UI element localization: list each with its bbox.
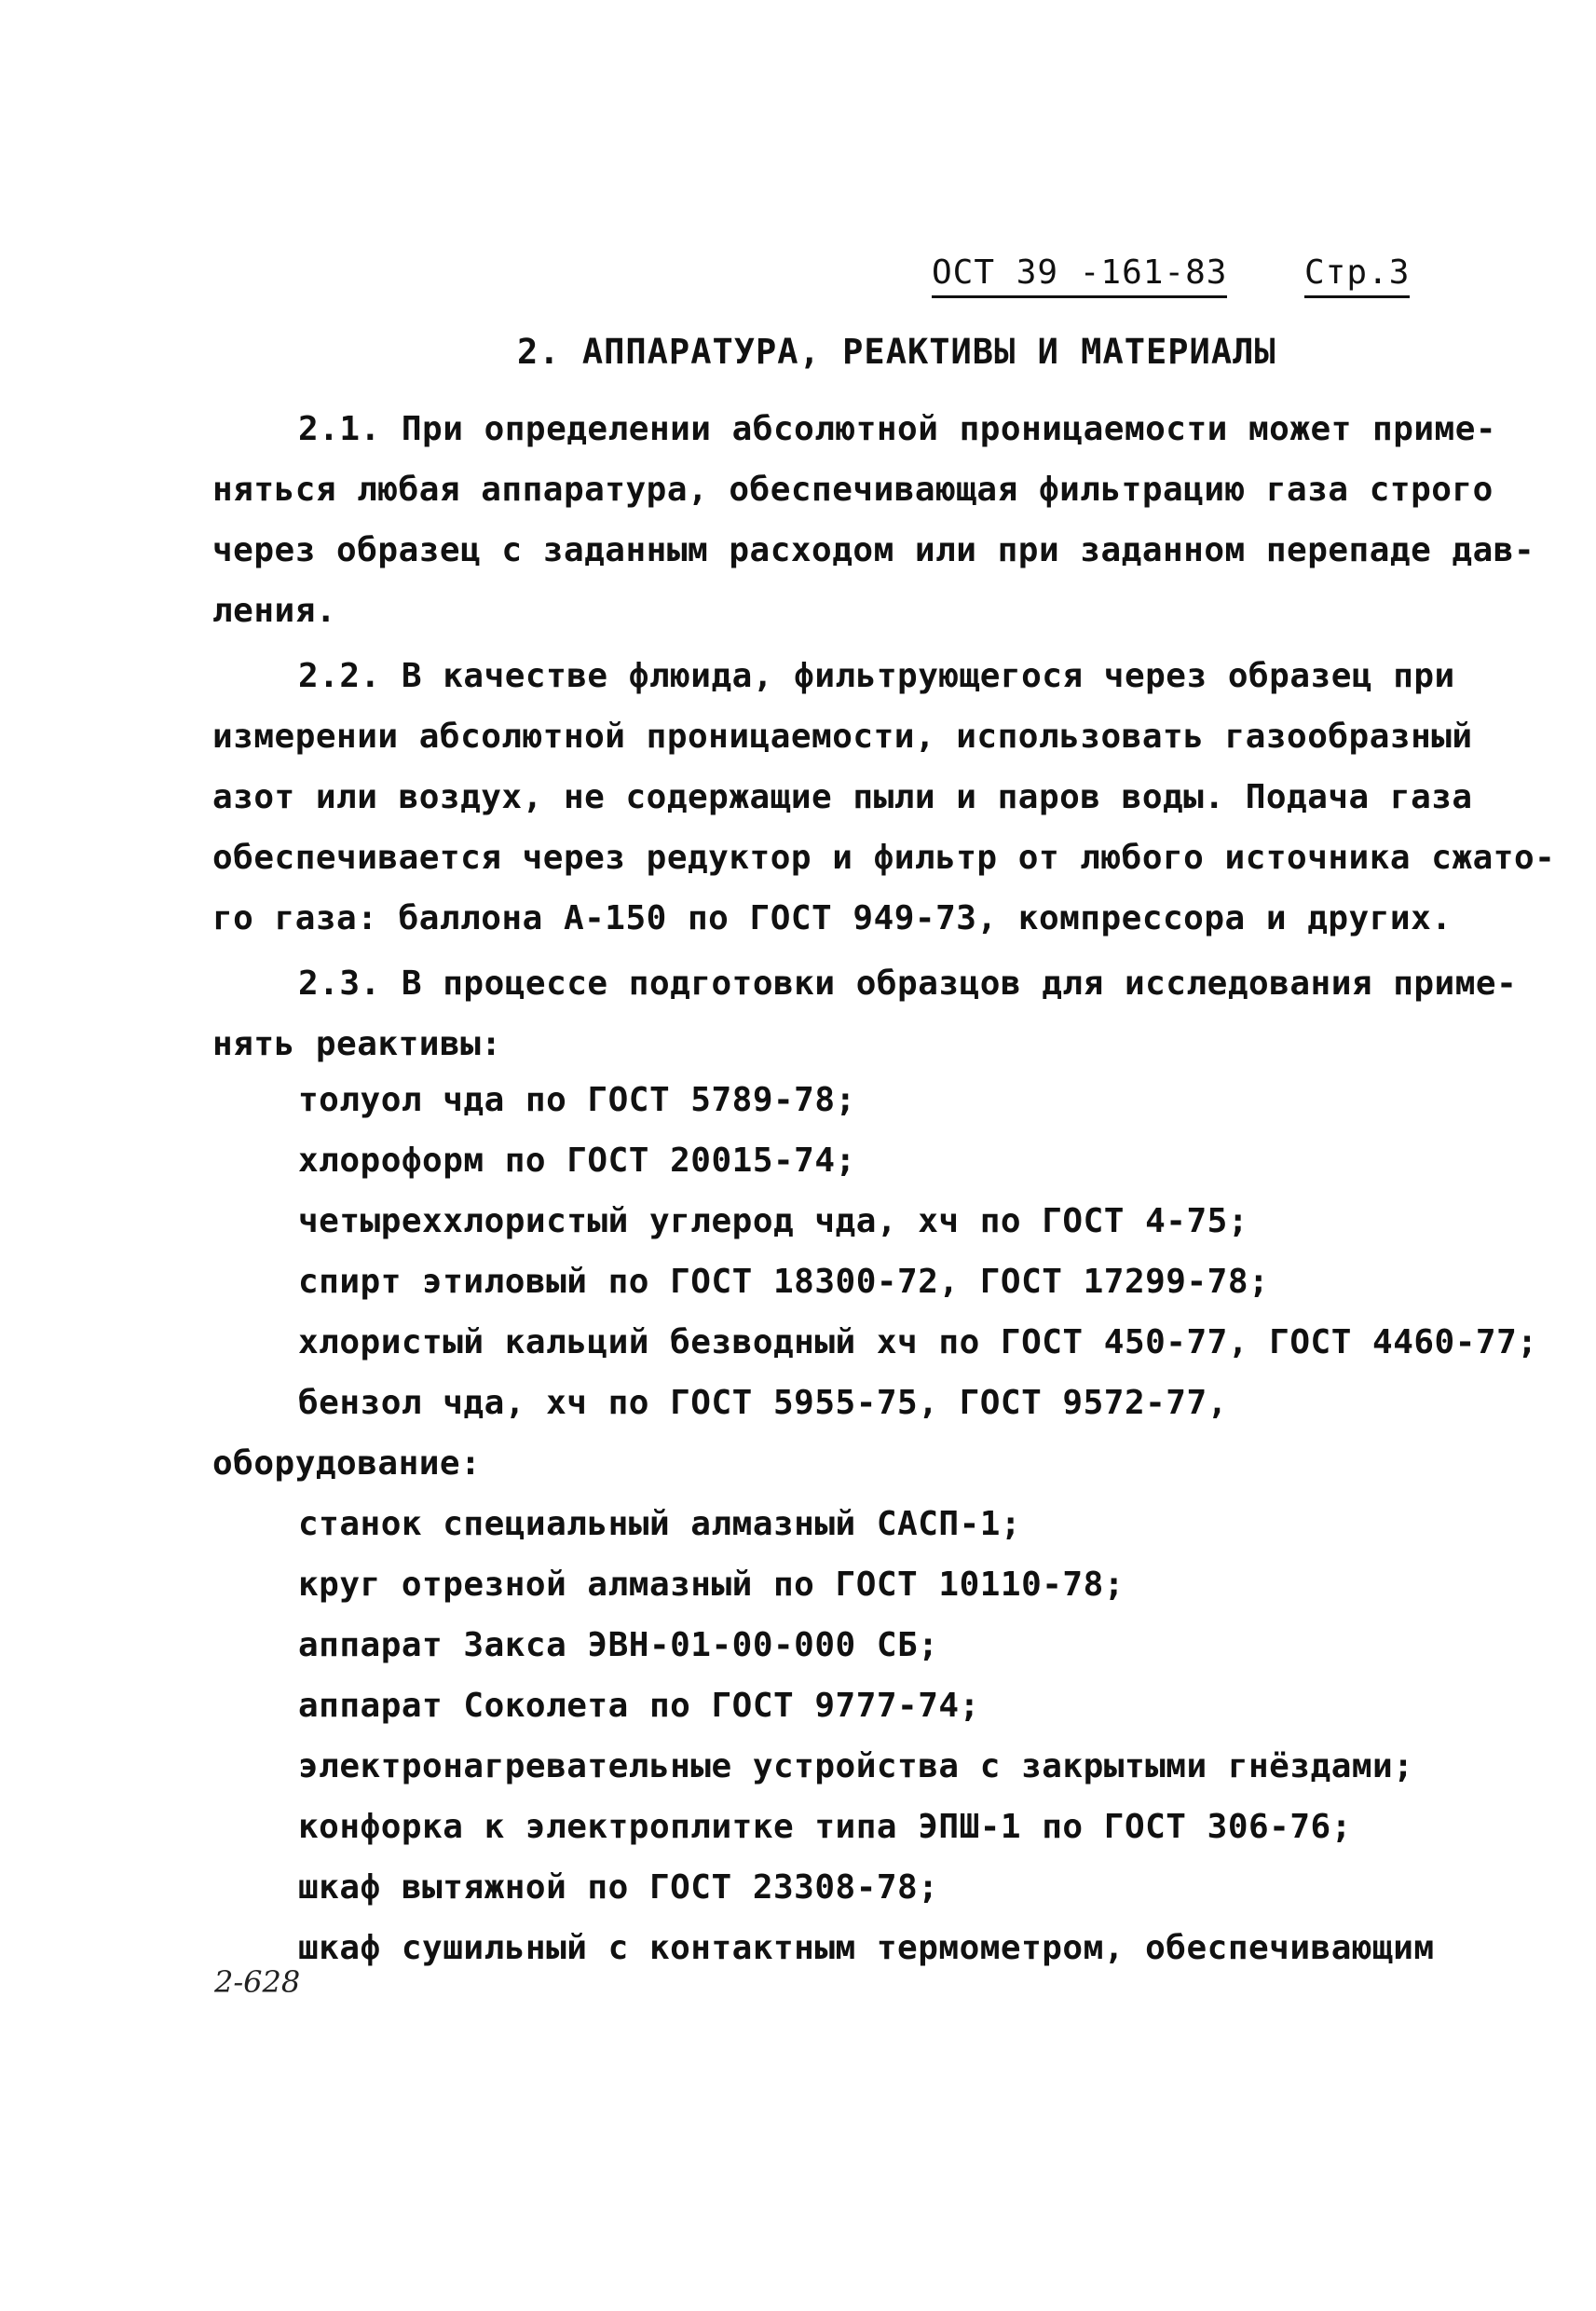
- paragraph-line: измерении абсолютной проницаемости, использовать газообразный: [212, 718, 1473, 756]
- paragraph-line: няться любая аппаратура, обеспечивающая фильтрацию газа строго: [212, 471, 1494, 509]
- equipment-item: станок специальный алмазный САСП-1;: [298, 1505, 1022, 1543]
- section-title: 2. АППАРАТУРА, РЕАКТИВЫ И МАТЕРИАЛЫ: [517, 332, 1276, 372]
- page-number: Стр.3: [1304, 253, 1410, 298]
- equipment-item: аппарат Соколета по ГОСТ 9777-74;: [298, 1687, 980, 1725]
- equipment-item: аппарат Закса ЭВН-01-00-000 СБ;: [298, 1626, 939, 1664]
- reagent-item: спирт этиловый по ГОСТ 18300-72, ГОСТ 17299-78;: [298, 1263, 1270, 1301]
- equipment-item: шкаф сушильный с контактным термометром, обеспечивающим: [298, 1929, 1435, 1967]
- reagent-item: бензол чда, хч по ГОСТ 5955-75, ГОСТ 9572-77,: [298, 1384, 1228, 1422]
- reagent-item: толуол чда по ГОСТ 5789-78;: [298, 1081, 856, 1119]
- reagent-item: хлористый кальций безводный хч по ГОСТ 450-77, ГОСТ 4460-77;: [298, 1323, 1538, 1361]
- document-code: ОСТ 39 -161-83: [932, 253, 1227, 298]
- paragraph-line: 2.1. При определении абсолютной проницаемости может приме-: [298, 410, 1497, 448]
- equipment-item: электронагревательные устройства с закрытыми гнёздами;: [298, 1747, 1414, 1785]
- equipment-label: оборудование:: [212, 1444, 482, 1483]
- paragraph-line: через образец с заданным расходом или при заданном перепаде дав-: [212, 531, 1535, 569]
- reagent-item: хлороформ по ГОСТ 20015-74;: [298, 1142, 856, 1180]
- paragraph-line: го газа: баллона А-150 по ГОСТ 949-73, компрессора и других.: [212, 899, 1453, 937]
- paragraph-line: нять реактивы:: [212, 1025, 502, 1063]
- paragraph-line: азот или воздух, не содержащие пыли и паров воды. Подача газа: [212, 778, 1473, 816]
- reagent-item: четыреххлористый углерод чда, хч по ГОСТ 4-75;: [298, 1202, 1248, 1240]
- paragraph-line: 2.3. В процессе подготовки образцов для исследования приме-: [298, 964, 1518, 1003]
- equipment-item: круг отрезной алмазный по ГОСТ 10110-78;: [298, 1566, 1125, 1604]
- paragraph-line: 2.2. В качестве флюида, фильтрующегося через образец при: [298, 657, 1455, 695]
- equipment-item: шкаф вытяжной по ГОСТ 23308-78;: [298, 1868, 939, 1907]
- handwritten-note: 2-628: [214, 1964, 301, 2000]
- page-header: [932, 253, 1416, 309]
- paragraph-line: ления.: [212, 592, 337, 630]
- paragraph-line: обеспечивается через редуктор и фильтр от любого источника сжато-: [212, 839, 1556, 877]
- equipment-item: конфорка к электроплитке типа ЭПШ-1 по ГОСТ 306-76;: [298, 1808, 1352, 1846]
